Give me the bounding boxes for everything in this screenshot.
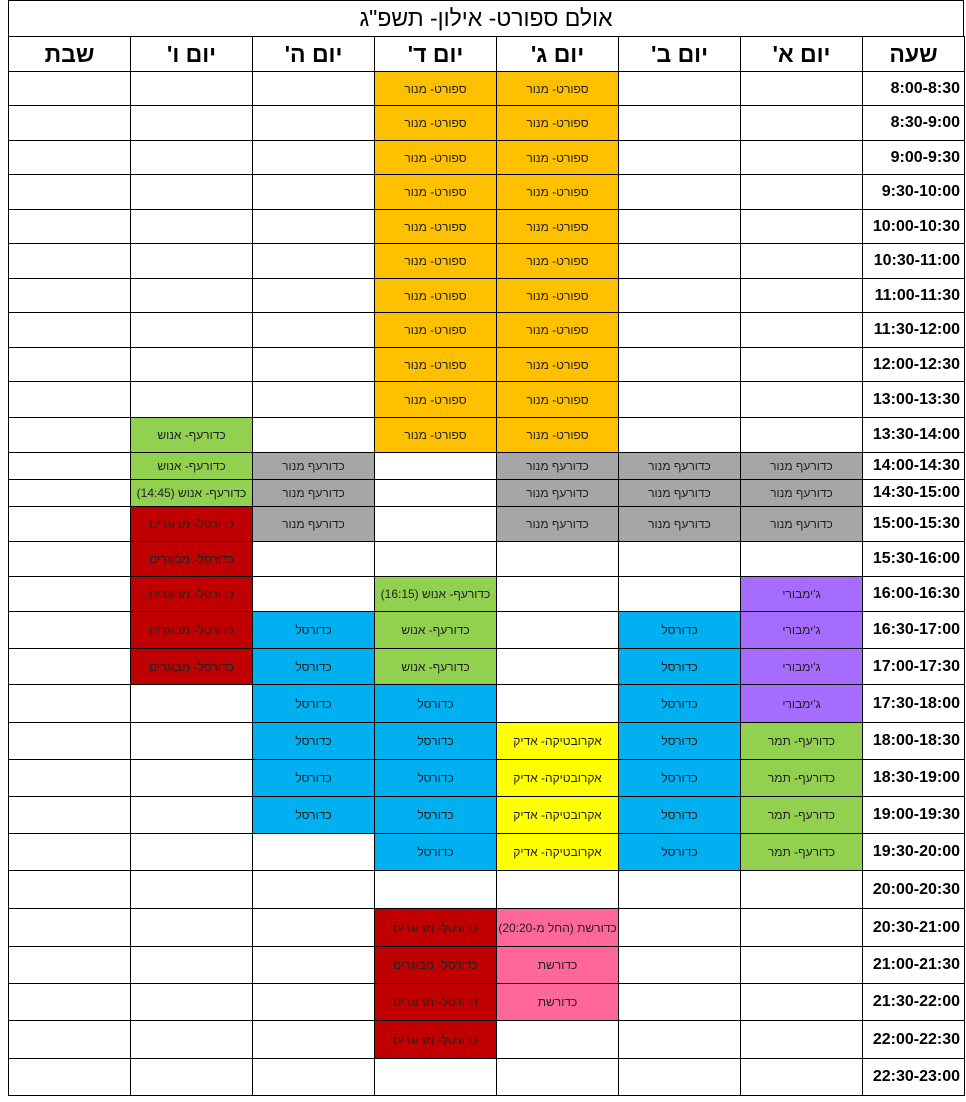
empty-cell (375, 453, 497, 480)
empty-cell (619, 141, 741, 175)
empty-cell (253, 279, 375, 313)
empty-cell (741, 279, 863, 313)
header-row (9, 37, 965, 72)
empty-cell (131, 175, 253, 210)
event-cell-friday: כדורעף- אנוש (131, 418, 253, 453)
empty-cell (619, 542, 741, 577)
empty-cell (497, 542, 619, 577)
empty-cell (131, 348, 253, 382)
event-cell-thursday: כדורעף מנור (253, 453, 375, 480)
time-slot-cell: 18:30-19:00 (863, 760, 965, 797)
event-cell-sunday: כדורעף- תמר (741, 760, 863, 797)
empty-cell (131, 984, 253, 1021)
event-cell-tuesday: ספורט- מנור (497, 382, 619, 418)
event-cell-sunday: כדורעף מנור (741, 507, 863, 542)
table-row (9, 418, 965, 453)
table-row (9, 760, 965, 797)
schedule-table (8, 36, 965, 1096)
empty-cell (497, 1021, 619, 1059)
event-cell-tuesday: אקרובטיקה- אדיק (497, 760, 619, 797)
empty-cell (9, 685, 131, 723)
table-row (9, 106, 965, 141)
empty-cell (9, 909, 131, 947)
table-row (9, 685, 965, 723)
event-cell-wednesday: כדורעף- אנוש (16:15) (375, 577, 497, 612)
empty-cell (253, 210, 375, 244)
empty-cell (253, 1021, 375, 1059)
header-wednesday: יום ד' (375, 37, 497, 72)
empty-cell (253, 542, 375, 577)
time-slot-cell: 10:00-10:30 (863, 210, 965, 244)
table-row (9, 313, 965, 348)
empty-cell (741, 984, 863, 1021)
empty-cell (741, 141, 863, 175)
event-cell-tuesday: ספורט- מנור (497, 418, 619, 453)
empty-cell (497, 612, 619, 649)
empty-cell (9, 542, 131, 577)
table-row (9, 984, 965, 1021)
table-row (9, 480, 965, 507)
event-cell-sunday: כדורעף מנור (741, 480, 863, 507)
event-cell-tuesday: כדורעף מנור (497, 453, 619, 480)
empty-cell (497, 577, 619, 612)
event-cell-monday: כדורסל (619, 649, 741, 685)
event-cell-monday: כדורעף מנור (619, 507, 741, 542)
empty-cell (619, 72, 741, 106)
empty-cell (375, 871, 497, 909)
empty-cell (9, 72, 131, 106)
event-cell-sunday: ג'ימבורי (741, 649, 863, 685)
empty-cell (741, 244, 863, 279)
empty-cell (619, 313, 741, 348)
empty-cell (9, 834, 131, 871)
empty-cell (253, 834, 375, 871)
time-slot-cell: 17:30-18:00 (863, 685, 965, 723)
event-cell-thursday: כדורסל (253, 649, 375, 685)
event-cell-thursday: כדורסל (253, 612, 375, 649)
empty-cell (619, 348, 741, 382)
empty-cell (131, 760, 253, 797)
empty-cell (9, 106, 131, 141)
empty-cell (131, 210, 253, 244)
empty-cell (253, 418, 375, 453)
time-slot-cell: 15:30-16:00 (863, 542, 965, 577)
time-slot-cell: 8:00-8:30 (863, 72, 965, 106)
event-cell-wednesday: כדורסל (375, 834, 497, 871)
event-cell-wednesday: כדורסל (375, 760, 497, 797)
table-row (9, 909, 965, 947)
time-slot-cell: 17:00-17:30 (863, 649, 965, 685)
time-slot-cell: 21:00-21:30 (863, 947, 965, 984)
event-cell-wednesday: ספורט- מנור (375, 106, 497, 141)
table-row (9, 244, 965, 279)
event-cell-thursday: כדורעף מנור (253, 507, 375, 542)
empty-cell (619, 210, 741, 244)
table-row (9, 1021, 965, 1059)
empty-cell (9, 348, 131, 382)
time-slot-cell: 20:30-21:00 (863, 909, 965, 947)
event-cell-monday: כדורסל (619, 797, 741, 834)
time-slot-cell: 13:30-14:00 (863, 418, 965, 453)
empty-cell (741, 210, 863, 244)
event-cell-monday: כדורסל (619, 685, 741, 723)
empty-cell (9, 649, 131, 685)
event-cell-wednesday: ספורט- מנור (375, 348, 497, 382)
empty-cell (131, 72, 253, 106)
empty-cell (9, 453, 131, 480)
event-cell-friday: כדורסל- מבוגרים (131, 577, 253, 612)
event-cell-wednesday: כדורסל- מבוגרים (375, 1021, 497, 1059)
table-row (9, 279, 965, 313)
empty-cell (9, 210, 131, 244)
empty-cell (131, 141, 253, 175)
event-cell-wednesday: ספורט- מנור (375, 72, 497, 106)
event-cell-sunday: ג'ימבורי (741, 612, 863, 649)
empty-cell (9, 279, 131, 313)
time-slot-cell: 15:00-15:30 (863, 507, 965, 542)
time-slot-cell: 19:30-20:00 (863, 834, 965, 871)
empty-cell (619, 577, 741, 612)
empty-cell (741, 1021, 863, 1059)
event-cell-thursday: כדורסל (253, 685, 375, 723)
table-row (9, 507, 965, 542)
table-row (9, 1059, 965, 1096)
event-cell-tuesday: ספורט- מנור (497, 72, 619, 106)
empty-cell (375, 507, 497, 542)
event-cell-tuesday: אקרובטיקה- אדיק (497, 797, 619, 834)
event-cell-thursday: כדורסל (253, 723, 375, 760)
table-row (9, 210, 965, 244)
empty-cell (9, 1059, 131, 1096)
event-cell-wednesday: כדורעף- אנוש (375, 612, 497, 649)
empty-cell (741, 1059, 863, 1096)
event-cell-friday: כדורעף- אנוש (131, 453, 253, 480)
empty-cell (131, 1059, 253, 1096)
empty-cell (9, 984, 131, 1021)
event-cell-friday: כדורסל- מבוגרים (131, 612, 253, 649)
event-cell-tuesday: כדורשת (497, 984, 619, 1021)
empty-cell (619, 947, 741, 984)
event-cell-tuesday: כדורעף מנור (497, 507, 619, 542)
header-thursday: יום ה' (253, 37, 375, 72)
event-cell-tuesday: כדורעף מנור (497, 480, 619, 507)
table-row (9, 542, 965, 577)
event-cell-wednesday: ספורט- מנור (375, 244, 497, 279)
time-slot-cell: 14:00-14:30 (863, 453, 965, 480)
table-row (9, 141, 965, 175)
time-slot-cell: 18:00-18:30 (863, 723, 965, 760)
table-row (9, 72, 965, 106)
empty-cell (253, 909, 375, 947)
event-cell-thursday: כדורסל (253, 797, 375, 834)
event-cell-tuesday: ספורט- מנור (497, 279, 619, 313)
time-slot-cell: 20:00-20:30 (863, 871, 965, 909)
header-friday: יום ו' (131, 37, 253, 72)
table-row (9, 947, 965, 984)
event-cell-friday: כדורעף- אנוש (14:45) (131, 480, 253, 507)
empty-cell (9, 175, 131, 210)
empty-cell (131, 909, 253, 947)
event-cell-wednesday: כדורסל- מבוגרים (375, 909, 497, 947)
time-slot-cell: 14:30-15:00 (863, 480, 965, 507)
empty-cell (619, 418, 741, 453)
event-cell-monday: כדורסל (619, 834, 741, 871)
event-cell-tuesday: אקרובטיקה- אדיק (497, 723, 619, 760)
event-cell-tuesday: ספורט- מנור (497, 313, 619, 348)
event-cell-wednesday: כדורסל (375, 797, 497, 834)
empty-cell (741, 175, 863, 210)
empty-cell (253, 1059, 375, 1096)
empty-cell (9, 141, 131, 175)
table-row (9, 649, 965, 685)
empty-cell (253, 348, 375, 382)
event-cell-wednesday: ספורט- מנור (375, 175, 497, 210)
time-slot-cell: 10:30-11:00 (863, 244, 965, 279)
event-cell-thursday: כדורסל (253, 760, 375, 797)
event-cell-wednesday: ספורט- מנור (375, 382, 497, 418)
empty-cell (9, 612, 131, 649)
time-slot-cell: 22:30-23:00 (863, 1059, 965, 1096)
event-cell-monday: כדורעף מנור (619, 480, 741, 507)
event-cell-tuesday: ספורט- מנור (497, 210, 619, 244)
table-row (9, 871, 965, 909)
event-cell-friday: כדורסל- מבוגרים (131, 649, 253, 685)
header-monday: יום ב' (619, 37, 741, 72)
time-slot-cell: 11:30-12:00 (863, 313, 965, 348)
event-cell-sunday: ג'ימבורי (741, 685, 863, 723)
table-row (9, 834, 965, 871)
empty-cell (253, 871, 375, 909)
time-slot-cell: 8:30-9:00 (863, 106, 965, 141)
table-row (9, 175, 965, 210)
empty-cell (741, 871, 863, 909)
empty-cell (253, 984, 375, 1021)
time-slot-cell: 13:00-13:30 (863, 382, 965, 418)
empty-cell (619, 871, 741, 909)
event-cell-wednesday: כדורסל- מבוגרים (375, 984, 497, 1021)
empty-cell (253, 577, 375, 612)
empty-cell (741, 348, 863, 382)
empty-cell (619, 984, 741, 1021)
empty-cell (741, 72, 863, 106)
empty-cell (375, 1059, 497, 1096)
event-cell-monday: כדורסל (619, 760, 741, 797)
empty-cell (253, 313, 375, 348)
event-cell-wednesday: ספורט- מנור (375, 418, 497, 453)
table-row (9, 348, 965, 382)
event-cell-monday: כדורעף מנור (619, 453, 741, 480)
event-cell-tuesday: כדורשת (497, 947, 619, 984)
empty-cell (131, 382, 253, 418)
empty-cell (619, 909, 741, 947)
event-cell-tuesday: כדורשת (החל מ-20:20) (497, 909, 619, 947)
event-cell-friday: כדורסל- מבוגרים (131, 507, 253, 542)
header-sunday: יום א' (741, 37, 863, 72)
schedule-title: אולם ספורט- אילון- תשפ"ג (8, 0, 964, 36)
time-slot-cell: 19:00-19:30 (863, 797, 965, 834)
table-row (9, 612, 965, 649)
event-cell-wednesday: ספורט- מנור (375, 210, 497, 244)
event-cell-tuesday: ספורט- מנור (497, 141, 619, 175)
empty-cell (9, 760, 131, 797)
event-cell-wednesday: ספורט- מנור (375, 279, 497, 313)
empty-cell (619, 1059, 741, 1096)
empty-cell (619, 1021, 741, 1059)
empty-cell (9, 797, 131, 834)
empty-cell (9, 382, 131, 418)
time-slot-cell: 9:00-9:30 (863, 141, 965, 175)
empty-cell (131, 871, 253, 909)
empty-cell (497, 685, 619, 723)
empty-cell (619, 382, 741, 418)
empty-cell (9, 244, 131, 279)
table-row (9, 453, 965, 480)
empty-cell (741, 418, 863, 453)
time-slot-cell: 12:00-12:30 (863, 348, 965, 382)
empty-cell (497, 649, 619, 685)
event-cell-tuesday: ספורט- מנור (497, 106, 619, 141)
event-cell-wednesday: כדורסל (375, 723, 497, 760)
event-cell-monday: כדורסל (619, 612, 741, 649)
empty-cell (9, 1021, 131, 1059)
empty-cell (741, 542, 863, 577)
header-shabbat: שבת (9, 37, 131, 72)
event-cell-sunday: כדורעף- תמר (741, 723, 863, 760)
empty-cell (253, 141, 375, 175)
empty-cell (253, 382, 375, 418)
empty-cell (131, 313, 253, 348)
event-cell-tuesday: אקרובטיקה- אדיק (497, 834, 619, 871)
event-cell-tuesday: ספורט- מנור (497, 175, 619, 210)
table-row (9, 723, 965, 760)
empty-cell (9, 577, 131, 612)
empty-cell (253, 175, 375, 210)
empty-cell (375, 542, 497, 577)
empty-cell (131, 797, 253, 834)
table-row (9, 797, 965, 834)
empty-cell (131, 723, 253, 760)
event-cell-sunday: כדורעף- תמר (741, 797, 863, 834)
empty-cell (131, 1021, 253, 1059)
time-slot-cell: 16:30-17:00 (863, 612, 965, 649)
time-slot-cell: 9:30-10:00 (863, 175, 965, 210)
empty-cell (741, 382, 863, 418)
time-slot-cell: 21:30-22:00 (863, 984, 965, 1021)
event-cell-tuesday: ספורט- מנור (497, 348, 619, 382)
empty-cell (253, 72, 375, 106)
empty-cell (619, 279, 741, 313)
empty-cell (9, 313, 131, 348)
event-cell-wednesday: כדורעף- אנוש (375, 649, 497, 685)
event-cell-sunday: ג'ימבורי (741, 577, 863, 612)
time-slot-cell: 22:00-22:30 (863, 1021, 965, 1059)
event-cell-thursday: כדורעף מנור (253, 480, 375, 507)
empty-cell (253, 244, 375, 279)
empty-cell (9, 418, 131, 453)
empty-cell (619, 244, 741, 279)
event-cell-wednesday: ספורט- מנור (375, 141, 497, 175)
event-cell-wednesday: כדורסל (375, 685, 497, 723)
empty-cell (253, 947, 375, 984)
empty-cell (619, 106, 741, 141)
empty-cell (741, 106, 863, 141)
empty-cell (741, 313, 863, 348)
empty-cell (131, 279, 253, 313)
event-cell-monday: כדורסל (619, 723, 741, 760)
empty-cell (619, 175, 741, 210)
empty-cell (9, 947, 131, 984)
empty-cell (9, 871, 131, 909)
event-cell-sunday: כדורעף מנור (741, 453, 863, 480)
event-cell-wednesday: כדורסל- מבוגרים (375, 947, 497, 984)
empty-cell (9, 480, 131, 507)
empty-cell (741, 909, 863, 947)
time-slot-cell: 16:00-16:30 (863, 577, 965, 612)
empty-cell (131, 947, 253, 984)
event-cell-wednesday: ספורט- מנור (375, 313, 497, 348)
empty-cell (9, 723, 131, 760)
table-row (9, 577, 965, 612)
empty-cell (131, 106, 253, 141)
table-row (9, 382, 965, 418)
empty-cell (9, 507, 131, 542)
empty-cell (131, 244, 253, 279)
empty-cell (497, 1059, 619, 1096)
event-cell-tuesday: ספורט- מנור (497, 244, 619, 279)
event-cell-sunday: כדורעף- תמר (741, 834, 863, 871)
event-cell-friday: כדורסל- מבוגרים (131, 542, 253, 577)
empty-cell (497, 871, 619, 909)
header-tuesday: יום ג' (497, 37, 619, 72)
header-time: שעה (863, 37, 965, 72)
empty-cell (131, 834, 253, 871)
time-slot-cell: 11:00-11:30 (863, 279, 965, 313)
empty-cell (131, 685, 253, 723)
empty-cell (375, 480, 497, 507)
empty-cell (253, 106, 375, 141)
empty-cell (741, 947, 863, 984)
